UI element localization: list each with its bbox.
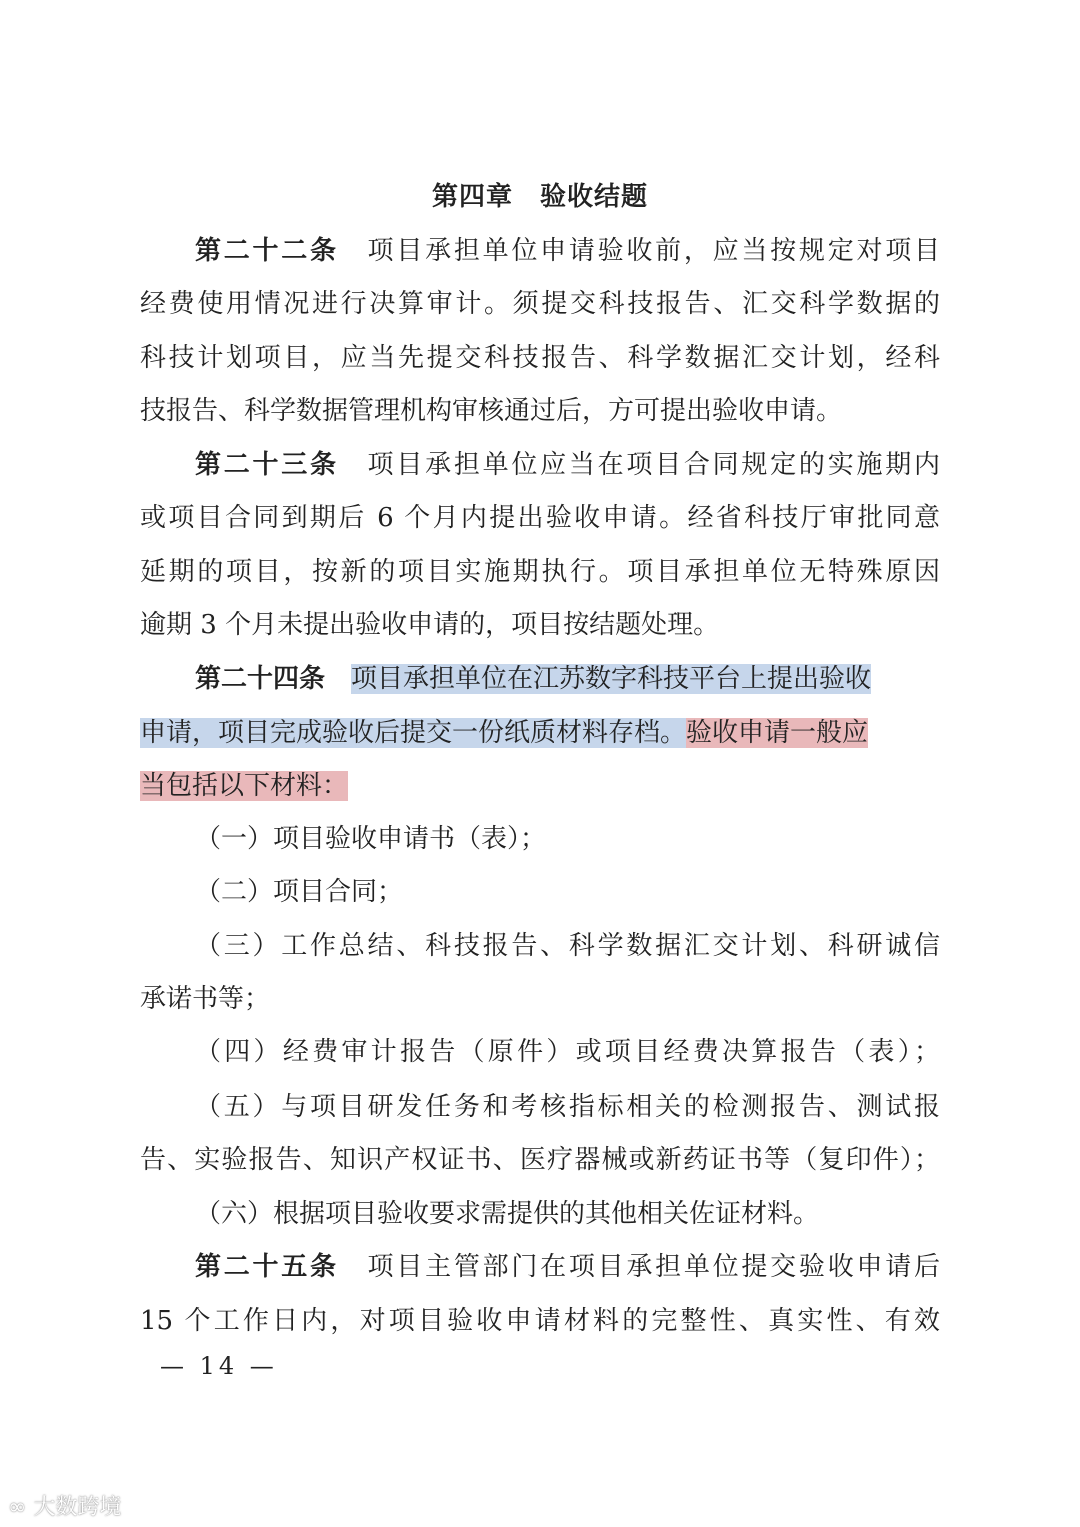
text-segment: （二）项目合同； bbox=[195, 877, 404, 907]
text-segment bbox=[325, 664, 351, 694]
text-segment: （一）项目验收申请书（表）； bbox=[195, 824, 547, 854]
chapter-heading: 第四章 验收结题 bbox=[431, 182, 648, 212]
text-line bbox=[140, 1032, 940, 1072]
text-segment: 告、实验报告、知识产权证书、医疗器械或新药证书等（复印件）； bbox=[140, 1145, 940, 1175]
text-line bbox=[140, 338, 940, 378]
text-line bbox=[140, 1140, 940, 1180]
text-segment: （六）根据项目验收要求需提供的其他相关佐证材料。 bbox=[195, 1199, 820, 1229]
highlighted-text: 当包括以下材料： bbox=[140, 771, 349, 801]
text-line bbox=[140, 284, 940, 324]
text-line bbox=[140, 926, 940, 966]
chapter-title bbox=[140, 177, 940, 217]
highlighted-text: 申请，项目完成验收后提交一份纸质材料存档。 bbox=[140, 718, 687, 748]
text-line bbox=[140, 1301, 940, 1341]
article-number: 第二十三条 bbox=[195, 450, 339, 480]
text-segment: 15 个工作日内，对项目验收申请材料的完整性、真实性、有效 bbox=[140, 1306, 940, 1336]
article-number: 第二十四条 bbox=[195, 664, 326, 694]
text-line bbox=[140, 1087, 940, 1127]
text-line bbox=[140, 979, 940, 1019]
text-segment: （三）工作总结、科技报告、科学数据汇交计划、科研诚信 bbox=[195, 931, 940, 961]
text-line bbox=[140, 445, 940, 485]
text-line bbox=[140, 1194, 940, 1234]
article-number: 第二十五条 bbox=[195, 1252, 339, 1282]
text-segment: 逾期 3 个月未提出验收申请的，项目按结题处理。 bbox=[140, 610, 720, 640]
text-segment: 项目承担单位应当在项目合同规定的实施期内 bbox=[338, 450, 940, 480]
highlighted-text: 验收申请一般应 bbox=[686, 718, 869, 748]
text-segment: 经费使用情况进行决算审计。须提交科技报告、汇交科学数据的 bbox=[140, 289, 940, 319]
watermark-logo: ∞ 大数跨境 bbox=[8, 1495, 122, 1520]
text-line bbox=[140, 766, 940, 806]
text-segment: 科技计划项目，应当先提交科技报告、科学数据汇交计划，经科 bbox=[140, 343, 940, 373]
text-line bbox=[140, 605, 940, 645]
watermark-text: 大数跨境 bbox=[33, 1495, 122, 1520]
page-number: — 14 — bbox=[160, 1352, 278, 1380]
text-segment: 技报告、科学数据管理机构审核通过后，方可提出验收申请。 bbox=[140, 396, 843, 426]
text-line bbox=[140, 872, 940, 912]
text-line bbox=[140, 819, 940, 859]
text-segment: 项目承担单位申请验收前，应当按规定对项目 bbox=[338, 236, 940, 266]
text-line bbox=[140, 713, 940, 753]
text-line bbox=[140, 498, 940, 538]
text-segment: （四）经费审计报告（原件）或项目经费决算报告（表）； bbox=[195, 1037, 940, 1067]
text-line bbox=[140, 552, 940, 592]
text-line bbox=[140, 659, 940, 699]
article-number: 第二十二条 bbox=[195, 236, 339, 266]
text-line bbox=[140, 231, 940, 271]
text-segment: 项目主管部门在项目承担单位提交验收申请后 bbox=[338, 1252, 940, 1282]
text-segment: （五）与项目研发任务和考核指标相关的检测报告、测试报 bbox=[195, 1092, 940, 1122]
text-segment: 延期的项目，按新的项目实施期执行。项目承担单位无特殊原因 bbox=[140, 557, 940, 587]
highlighted-text: 项目承担单位在江苏数字科技平台上提出验收 bbox=[351, 664, 872, 694]
text-line bbox=[140, 391, 940, 431]
text-segment: 或项目合同到期后 6 个月内提出验收申请。经省科技厅审批同意 bbox=[140, 503, 940, 533]
text-line bbox=[140, 1247, 940, 1287]
text-segment: 承诺书等； bbox=[140, 984, 271, 1014]
